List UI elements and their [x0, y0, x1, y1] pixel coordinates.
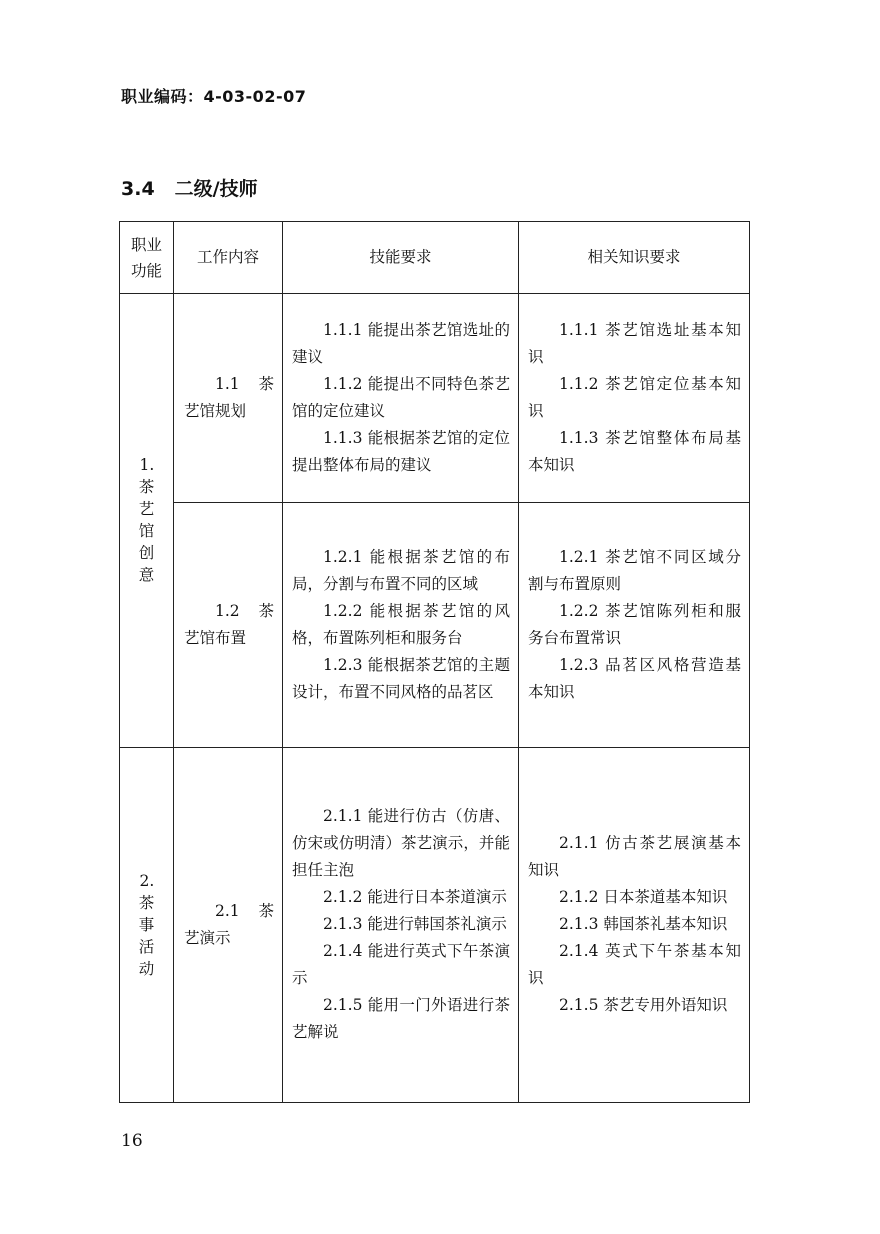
skills-cell [283, 294, 519, 503]
knowledge-item: 1.1.2 茶艺馆定位基本知识 [528, 375, 741, 421]
column-header-function-line1: 职业 [130, 235, 162, 254]
skill-item: 2.1.2 能进行日本茶道演示 [323, 888, 507, 907]
knowledge-cell [519, 503, 750, 747]
knowledge-cell [519, 747, 750, 1102]
section-title: 二级/技师 [174, 178, 258, 200]
knowledge-cell [519, 294, 750, 503]
function-cell [120, 747, 174, 1102]
table-row [120, 503, 750, 747]
skill-item: 1.1.2 能提出不同特色茶艺馆的定位建议 [292, 375, 510, 421]
skill-item: 2.1.5 能用一门外语进行茶艺解说 [292, 996, 510, 1042]
work-text: 2.1 茶艺演示 [184, 901, 274, 947]
skill-item: 1.1.3 能根据茶艺馆的定位提出整体布局的建议 [292, 429, 510, 475]
column-header-function-line2: 功能 [130, 261, 162, 280]
occupation-code: 职业编码：4-03-02-07 [121, 87, 307, 106]
knowledge-item: 2.1.1 仿古茶艺展演基本知识 [528, 834, 741, 880]
knowledge-item: 2.1.2 日本茶道基本知识 [559, 888, 728, 907]
skill-item: 2.1.1 能进行仿古（仿唐、仿宋或仿明清）茶艺演示，并能担任主泡 [292, 807, 510, 880]
column-header-function [120, 222, 174, 294]
knowledge-item: 1.1.1 茶艺馆选址基本知识 [528, 321, 741, 367]
column-header-skills: 技能要求 [283, 222, 519, 294]
page-number: 16 [121, 1131, 143, 1151]
function-name: 茶事活动 [138, 893, 155, 978]
knowledge-item: 1.2.2 茶艺馆陈列柜和服务台布置常识 [528, 601, 741, 647]
work-text: 1.2 茶艺馆布置 [184, 601, 274, 647]
knowledge-item: 2.1.3 韩国茶礼基本知识 [559, 915, 728, 934]
knowledge-item: 2.1.5 茶艺专用外语知识 [559, 996, 728, 1015]
table-header-row [120, 222, 750, 294]
skills-cell [283, 503, 519, 747]
knowledge-item: 1.1.3 茶艺馆整体布局基本知识 [528, 429, 741, 475]
table-row [120, 294, 750, 503]
column-header-knowledge: 相关知识要求 [519, 222, 750, 294]
skills-cell [283, 747, 519, 1102]
work-cell [174, 503, 283, 747]
function-cell [120, 294, 174, 748]
function-name: 茶艺馆创意 [138, 478, 155, 585]
knowledge-item: 1.2.3 品茗区风格营造基本知识 [528, 655, 741, 701]
column-header-work: 工作内容 [174, 222, 283, 294]
skill-item: 1.2.2 能根据茶艺馆的风格，布置陈列柜和服务台 [292, 601, 510, 647]
table-row [120, 747, 750, 1102]
skill-item: 1.1.1 能提出茶艺馆选址的建议 [292, 321, 510, 367]
section-heading [121, 174, 258, 201]
work-text: 1.1 茶艺馆规划 [184, 375, 274, 421]
work-cell [174, 294, 283, 503]
skill-item: 1.2.3 能根据茶艺馆的主题设计，布置不同风格的品茗区 [292, 655, 510, 701]
skills-table [119, 221, 750, 1103]
skill-item: 2.1.3 能进行韩国茶礼演示 [323, 915, 507, 934]
function-number: 1. [139, 456, 155, 475]
skill-item: 1.2.1 能根据茶艺馆的布局，分割与布置不同的区域 [292, 547, 510, 593]
knowledge-item: 1.2.1 茶艺馆不同区域分割与布置原则 [528, 547, 741, 593]
function-number: 2. [139, 871, 155, 890]
work-cell [174, 747, 283, 1102]
skill-item: 2.1.4 能进行英式下午茶演示 [292, 942, 510, 988]
section-number: 3.4 [121, 178, 155, 200]
knowledge-item: 2.1.4 英式下午茶基本知识 [528, 942, 741, 988]
